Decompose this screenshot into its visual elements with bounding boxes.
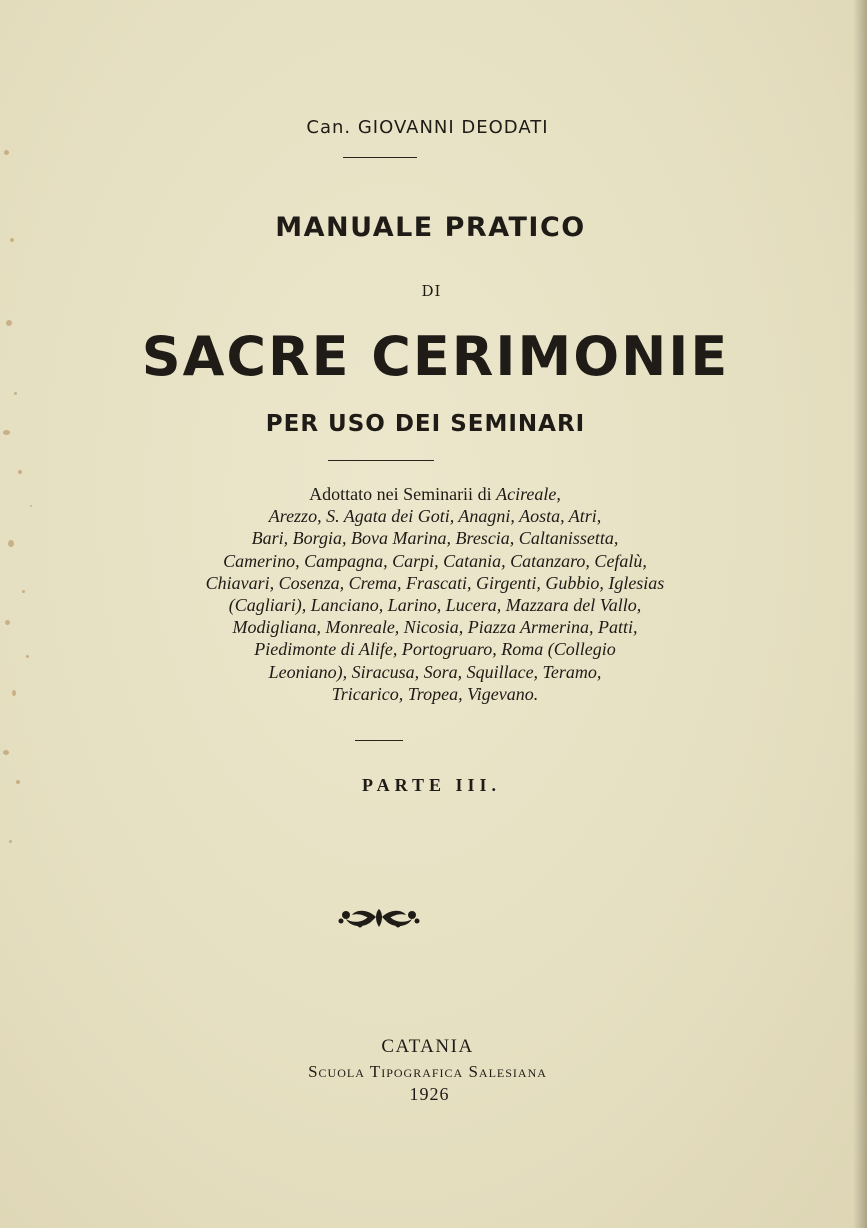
adoption-line: Arezzo, S. Agata dei Goti, Anagni, Aosta, Atri, [268, 506, 602, 527]
adoption-line: Piedimonte di Alife, Portogruaro, Roma (Collegio [254, 639, 616, 660]
main-title: SACRE CERIMONIE [141, 325, 730, 388]
adoption-line: Camerino, Campagna, Carpi, Catania, Catanzaro, Cefalù, [223, 550, 647, 571]
adoption-line: (Cagliari), Lanciano, Larino, Lucera, Mazzara del Vallo, [228, 595, 642, 616]
adoption-place: Acireale, [496, 484, 561, 504]
adoption-intro: Adottato nei Seminarii di [309, 484, 492, 504]
adoption-list [95, 483, 775, 705]
adoption-line: Tricarico, Tropea, Vigevano. [331, 683, 539, 704]
adoption-line: Modigliana, Monreale, Nicosia, Piazza Armerina, Patti, [232, 617, 638, 638]
floral-ornament-icon [338, 903, 420, 933]
subtitle-rule [328, 460, 434, 461]
imprint-printer: Scuola Tipografica Salesiana [308, 1062, 547, 1081]
adoption-line: Chiavari, Cosenza, Crema, Frascati, Girgenti, Gubbio, Iglesias [205, 572, 665, 593]
author-name: Can. GIOVANNI DEODATI [306, 117, 549, 138]
adoption-line [95, 483, 775, 505]
adoption-line: Bari, Borgia, Bova Marina, Brescia, Caltanissetta, [251, 528, 619, 549]
author-rule [343, 157, 417, 158]
imprint-city: CATANIA [381, 1036, 474, 1057]
title-di: DI [421, 282, 442, 300]
title-line-1: MANUALE PRATICO [275, 212, 586, 243]
subtitle: PER USO DEI SEMINARI [265, 411, 586, 437]
adoption-line: Leoniano), Siracusa, Sora, Squillace, Teramo, [268, 661, 602, 682]
imprint-year: 1926 [409, 1084, 450, 1104]
part-rule [355, 740, 403, 741]
part-number: PARTE III. [361, 775, 502, 795]
